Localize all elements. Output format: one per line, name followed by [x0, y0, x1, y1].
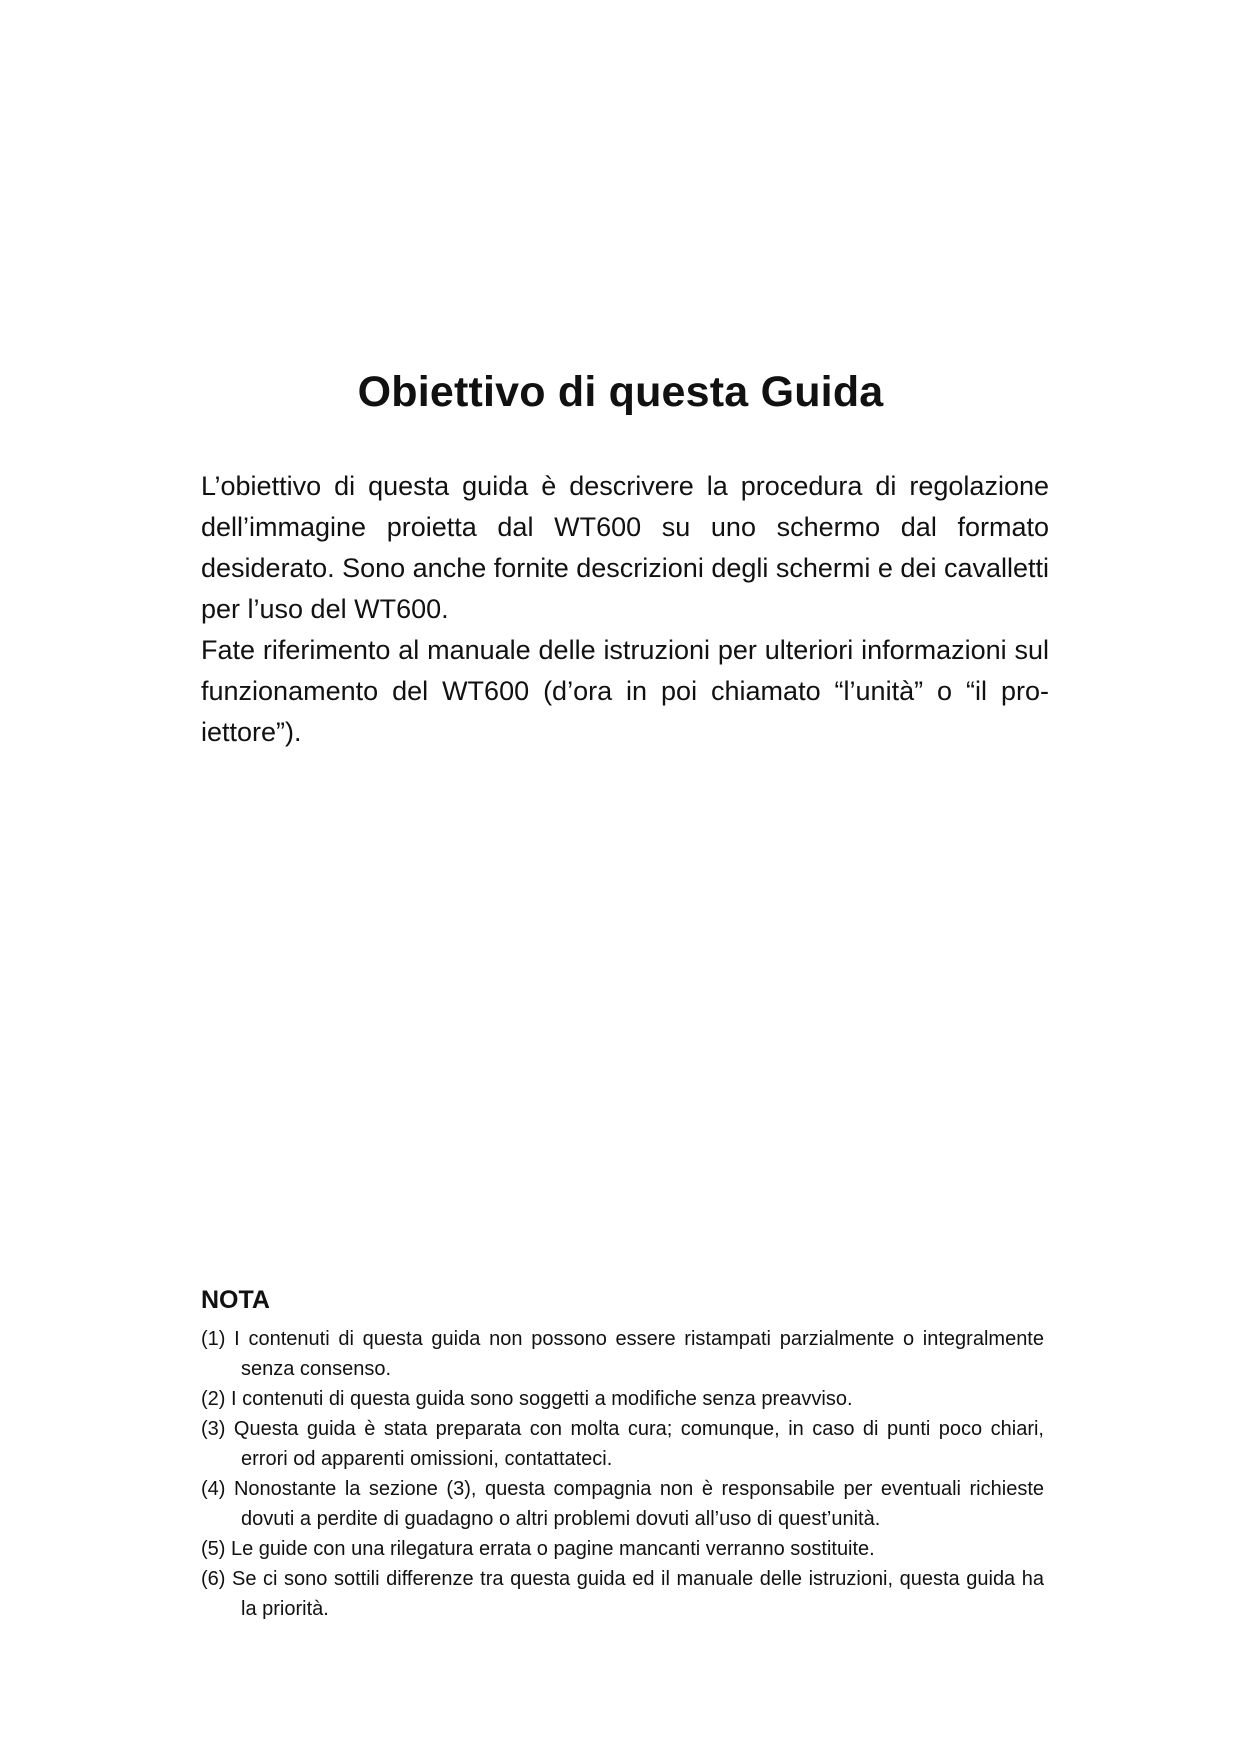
- note-section: [201, 1284, 1044, 1624]
- intro-paragraph: Fate riferimento al manuale delle istruzioni per ulteriori informazioni sul funzionamento del WT600 (d’ora in poi chiamato “l’unità” o “il proiettore”).: [201, 635, 1049, 747]
- note-item: (1) I contenuti di questa guida non possono essere ristampati parzialmente o integralmente senza consenso.: [201, 1328, 1044, 1380]
- note-item: (2) I contenuti di questa guida sono soggetti a modifiche senza preavviso.: [201, 1388, 853, 1410]
- note-item: (3) Questa guida è stata preparata con molta cura; comunque, in caso di punti poco chiari, errori od apparenti omissioni, contattateci.: [201, 1418, 1044, 1470]
- note-list: [201, 1324, 1044, 1624]
- note-item: (4) Nonostante la sezione (3), questa compagnia non è responsabile per eventuali richieste dovuti a perdite di guadagno o altri problemi dovuti all’uso di quest’unità.: [201, 1478, 1044, 1530]
- note-heading: NOTA: [201, 1286, 270, 1314]
- page-title: Obiettivo di questa Guida: [357, 368, 884, 416]
- intro-paragraph: L’obiettivo di questa guida è descrivere la procedura di regolazione dell’immagine proietta dal WT600 su uno schermo dal formato desiderato. Sono anche fornite descrizioni degli schermi e dei cavalletti per l’uso del WT600.: [201, 471, 1049, 624]
- note-item: (5) Le guide con una rilegatura errata o pagine mancanti verranno sostituite.: [201, 1538, 875, 1560]
- note-item: (6) Se ci sono sottili differenze tra questa guida ed il manuale delle istruzioni, questa guida ha la priorità.: [201, 1568, 1044, 1620]
- intro-section: [201, 466, 1049, 753]
